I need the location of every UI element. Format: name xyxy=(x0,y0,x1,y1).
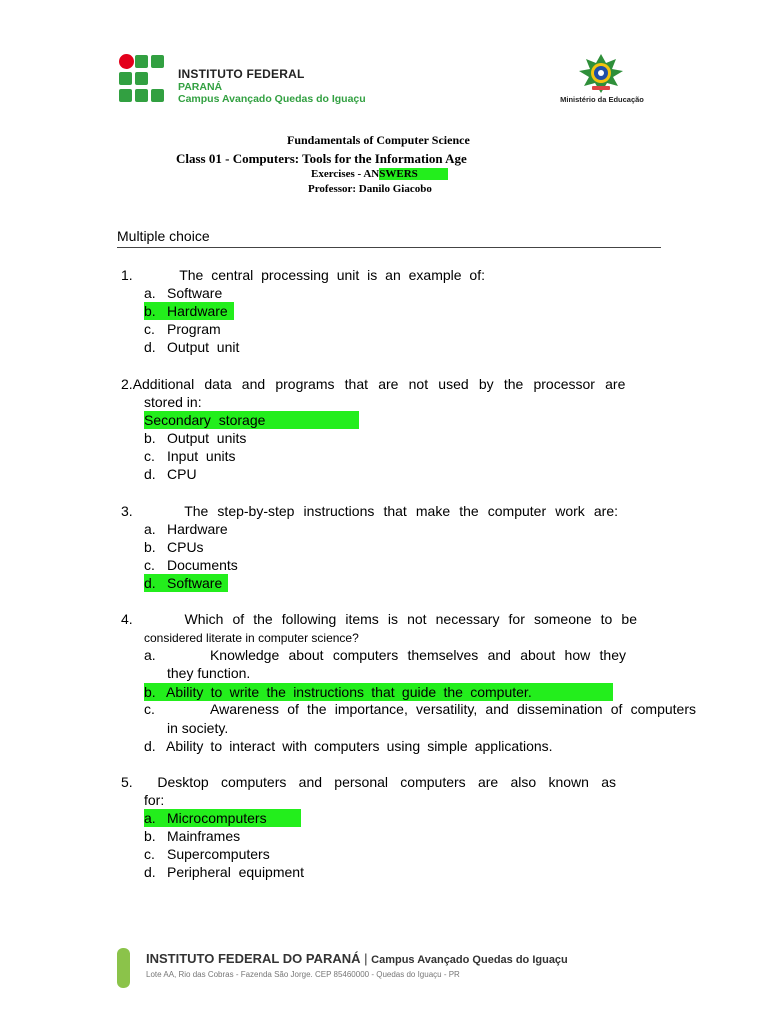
question-2 xyxy=(121,375,660,393)
option-text: Ability to write the instructions that guide the computer. xyxy=(166,684,532,700)
option-3c xyxy=(144,556,238,574)
footer-institution: INSTITUTO FEDERAL DO PARANÁ xyxy=(146,951,361,966)
option-text: Ability to interact with computers using simple applications. xyxy=(166,738,553,754)
question-4-text-line-2: considered literate in computer science? xyxy=(144,631,359,645)
option-letter: d. xyxy=(144,575,156,591)
institute-logo-icon xyxy=(119,55,165,103)
option-text: Awareness of the importance, versatility, and dissemination of computers xyxy=(210,701,696,717)
option-1c xyxy=(144,320,221,338)
exercises-label xyxy=(311,168,448,180)
question-number: 4. xyxy=(121,611,133,627)
option-1b-answer xyxy=(144,302,234,320)
option-text: Output unit xyxy=(167,339,240,355)
institute-logo-text xyxy=(178,68,366,104)
option-letter: d. xyxy=(144,864,156,880)
option-5d xyxy=(144,863,304,881)
option-letter: c. xyxy=(144,448,155,464)
option-letter: d. xyxy=(144,466,156,482)
option-letter: b. xyxy=(144,430,156,446)
option-text: Software xyxy=(167,285,223,301)
option-4c xyxy=(144,700,696,718)
option-text: Microcomputers xyxy=(167,810,267,826)
question-4 xyxy=(121,610,637,628)
question-2-text-line-2: stored in: xyxy=(144,394,202,410)
footer-separator: | xyxy=(364,951,368,966)
option-text: Knowledge about computers themselves and about how they xyxy=(209,647,626,663)
option-4b-answer xyxy=(144,683,613,701)
question-number: 2. xyxy=(121,376,133,392)
question-1-text xyxy=(121,266,485,284)
option-2c xyxy=(144,447,236,465)
logo-line-3: Campus Avançado Quedas do Iguaçu xyxy=(178,92,366,105)
question-text-line-1: Additional data and programs that are not used by the processor are xyxy=(132,376,626,392)
question-5 xyxy=(121,773,616,791)
option-text: CPUs xyxy=(167,539,204,555)
option-1a xyxy=(144,284,222,302)
option-text: Hardware xyxy=(167,521,228,537)
option-3a xyxy=(144,520,228,538)
section-divider xyxy=(117,247,661,248)
logo-line-2: PARANÁ xyxy=(178,81,223,93)
option-2d xyxy=(144,465,197,483)
option-text: Mainframes xyxy=(167,828,241,844)
option-text: CPU xyxy=(167,466,197,482)
option-text: Documents xyxy=(167,557,238,573)
option-1d xyxy=(144,338,239,356)
option-text: Peripheral equipment xyxy=(167,864,304,880)
option-4d xyxy=(144,737,553,755)
footer-accent-bar xyxy=(117,948,130,988)
option-4a-continuation: they function. xyxy=(167,665,251,681)
option-letter: b. xyxy=(144,684,156,700)
option-3b xyxy=(144,538,204,556)
option-4a xyxy=(144,646,626,664)
option-2a-answer: Secondary storage xyxy=(144,411,359,429)
option-5c xyxy=(144,845,270,863)
option-letter: b. xyxy=(144,539,156,555)
coat-of-arms-icon xyxy=(576,53,626,95)
option-5b xyxy=(144,827,240,845)
question-number: 3. xyxy=(121,503,133,519)
option-3d-answer xyxy=(144,574,228,592)
option-text: Output units xyxy=(167,430,247,446)
question-text: The central processing unit is an example of: xyxy=(179,267,485,283)
question-text-line-1: Desktop computers and personal computers are also known as xyxy=(157,774,616,790)
footer-address: Lote AA, Rio das Cobras - Fazenda São Jorge. CEP 85460000 - Quedas do Iguaçu - PR xyxy=(146,970,460,979)
question-number: 1. xyxy=(121,267,133,283)
option-letter: c. xyxy=(144,321,155,337)
exercises-prefix: Exercises - AN xyxy=(311,168,380,180)
question-4-text xyxy=(121,610,637,628)
footer-campus: Campus Avançado Quedas do Iguaçu xyxy=(371,954,568,966)
class-title: Class 01 - Computers: Tools for the Information Age xyxy=(176,151,467,166)
question-3-text xyxy=(121,502,618,520)
logo-line-1: INSTITUTO FEDERAL xyxy=(178,67,305,81)
question-1 xyxy=(121,266,485,284)
option-letter: a. xyxy=(144,810,156,826)
question-text: The step-by-step instructions that make the computer work are: xyxy=(184,503,618,519)
option-text: Hardware xyxy=(167,303,228,319)
option-letter: a. xyxy=(144,521,156,537)
option-letter: d. xyxy=(144,339,156,355)
question-number: 5. xyxy=(121,774,133,790)
question-5-text-line-2: for: xyxy=(144,792,165,808)
option-text: Input units xyxy=(167,448,236,464)
option-letter: b. xyxy=(144,828,156,844)
question-5-text xyxy=(121,773,616,791)
option-2b xyxy=(144,429,246,447)
question-2-text xyxy=(121,375,660,393)
question-3 xyxy=(121,502,618,520)
option-letter: b. xyxy=(144,303,156,319)
question-text-line-1: Which of the following items is not necessary for someone to be xyxy=(184,611,637,627)
ministry-label: Ministério da Educação xyxy=(560,95,644,104)
answers-highlight: SWERS xyxy=(379,168,448,180)
option-letter: a. xyxy=(144,647,156,663)
option-letter: d. xyxy=(144,738,156,754)
course-title: Fundamentals of Computer Science xyxy=(287,133,470,147)
option-text: Program xyxy=(167,321,221,337)
option-letter: c. xyxy=(144,557,155,573)
footer-title xyxy=(146,951,568,966)
option-5a-answer xyxy=(144,809,301,827)
option-4c-continuation: in society. xyxy=(167,720,229,736)
option-letter: c. xyxy=(144,701,155,717)
option-letter: c. xyxy=(144,846,155,862)
section-title: Multiple choice xyxy=(117,228,210,244)
professor-label: Professor: Danilo Giacobo xyxy=(308,183,432,195)
option-letter: a. xyxy=(144,285,156,301)
option-text: Supercomputers xyxy=(167,846,270,862)
option-text: Software xyxy=(167,575,223,591)
